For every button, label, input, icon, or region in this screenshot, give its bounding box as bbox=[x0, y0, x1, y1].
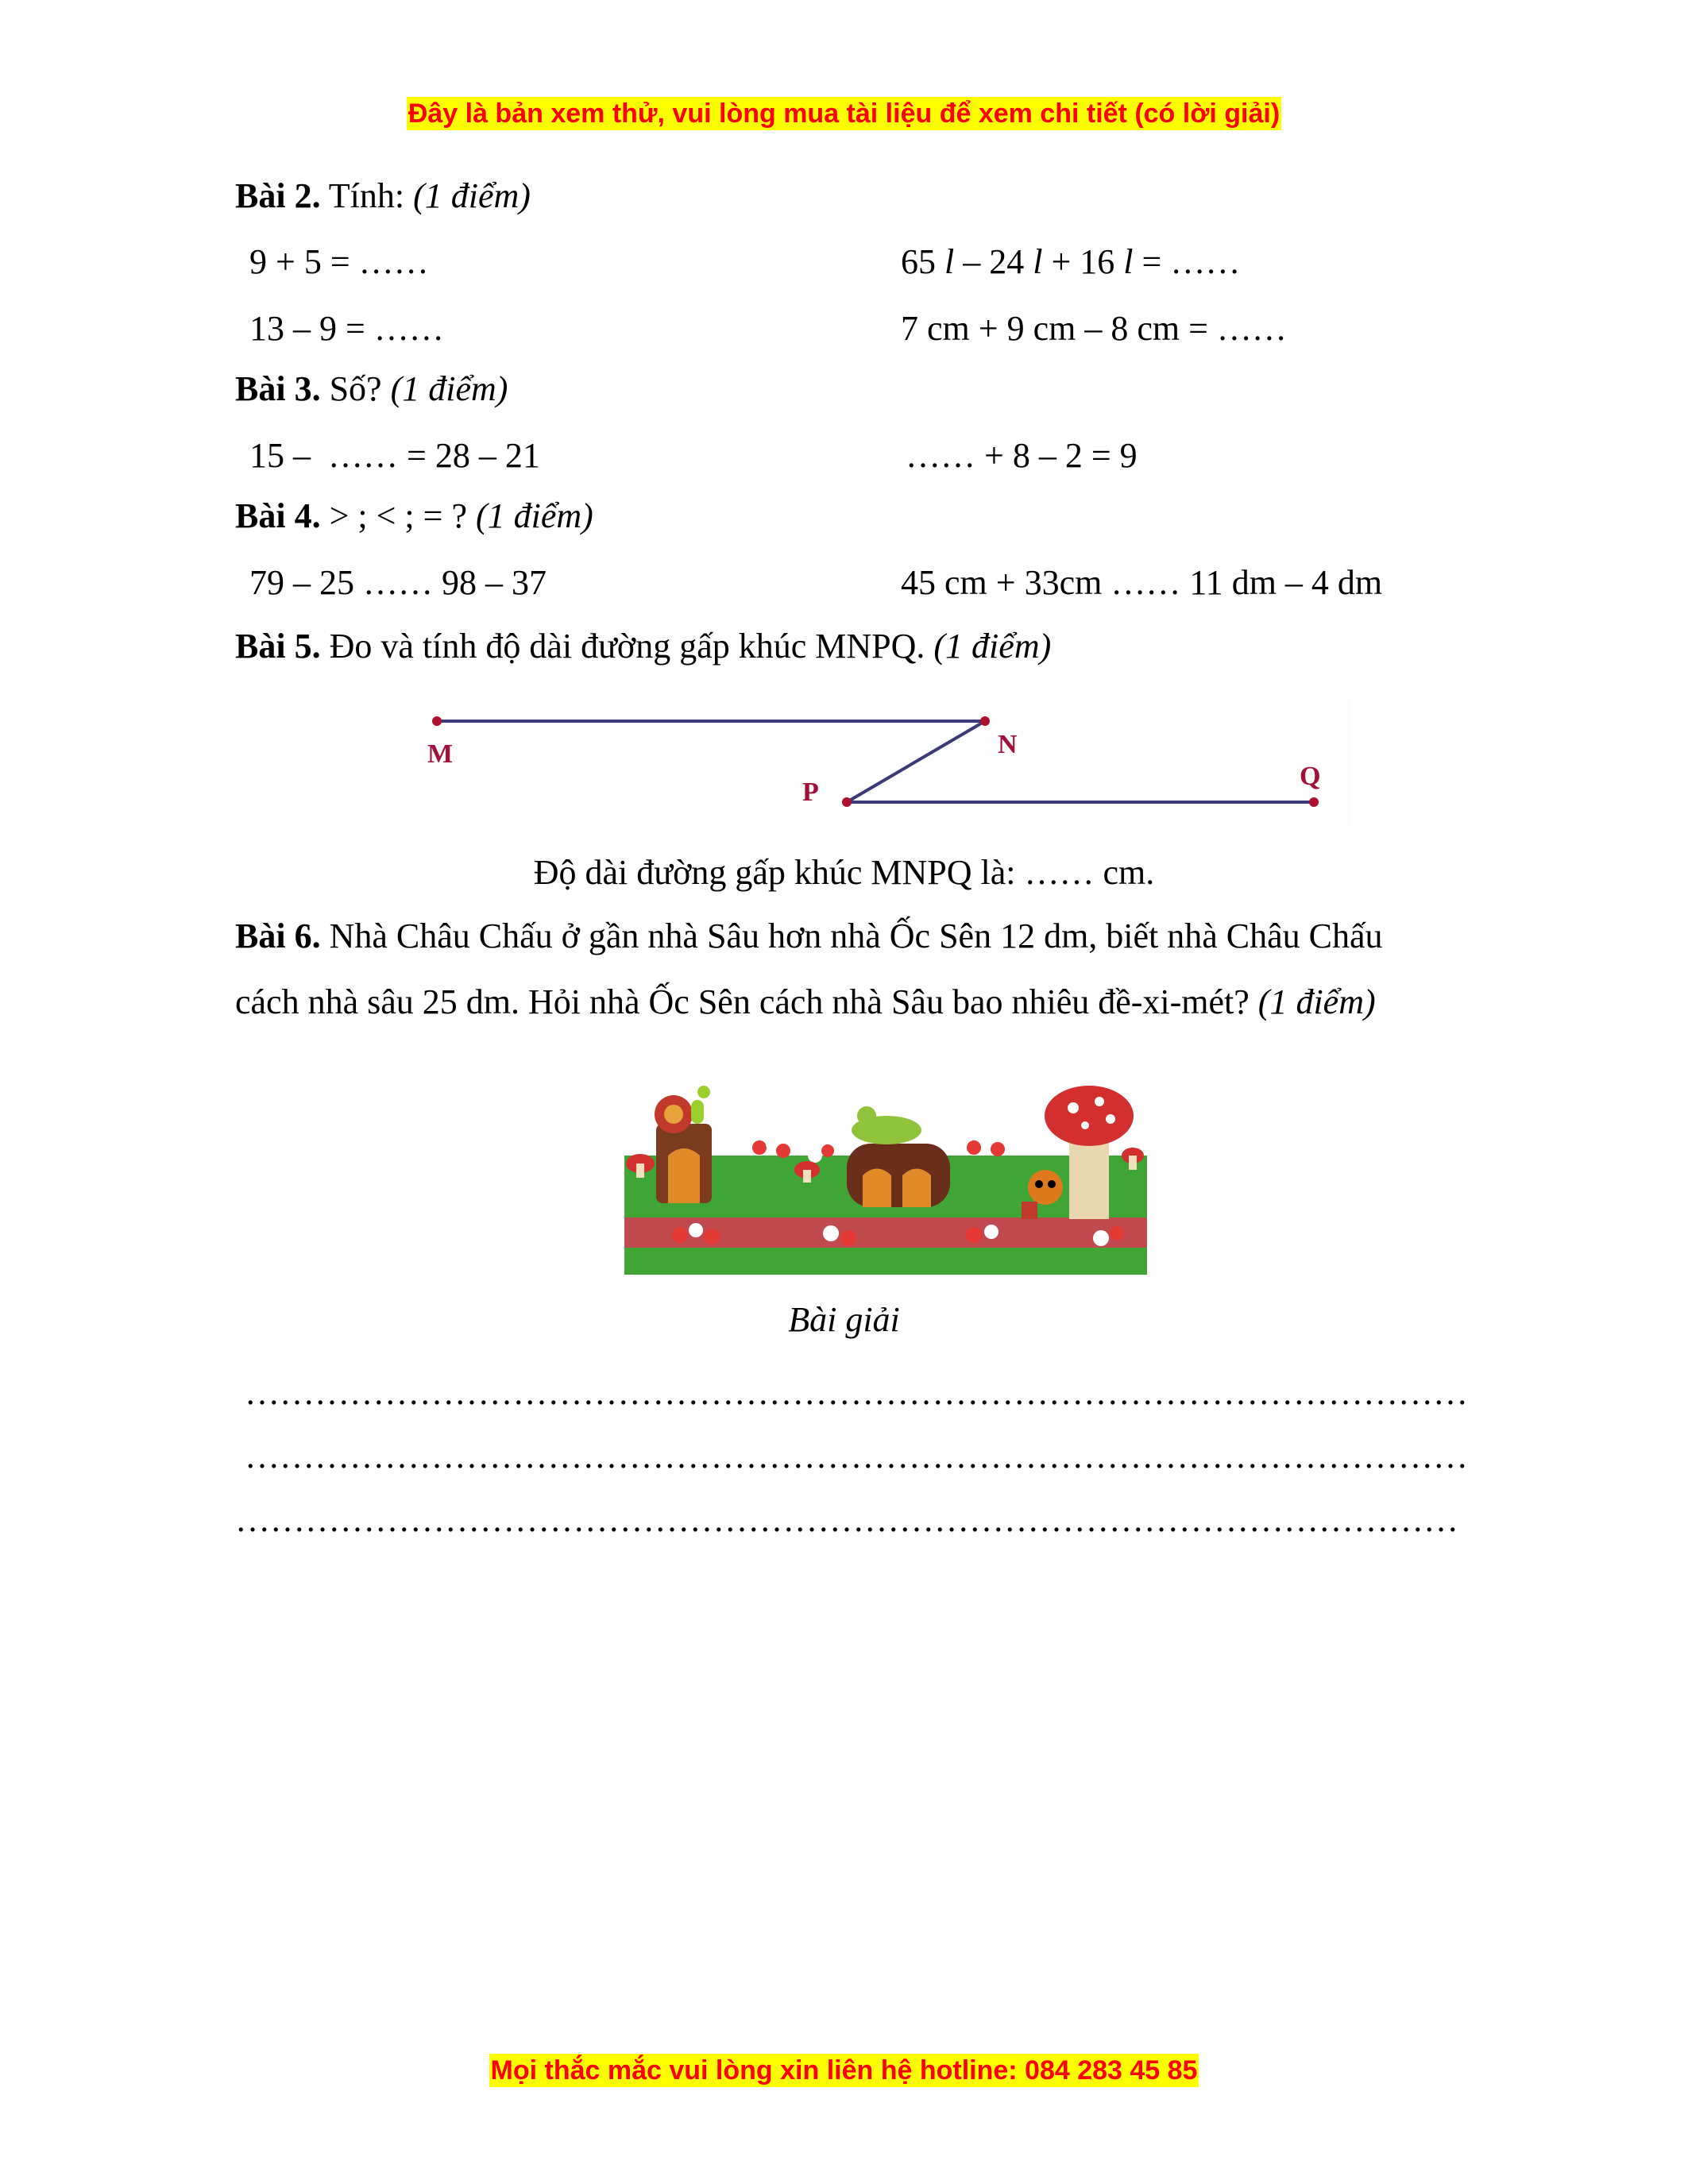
bai2-heading: Bài 2. Tính: (1 điểm) bbox=[235, 176, 531, 215]
answer-line-1: …………………………………………………………………………………………… bbox=[245, 1373, 1468, 1412]
bai6-line-2: cách nhà sâu 25 dm. Hỏi nhà Ốc Sên cách nhà Sâu bao nhiêu đề-xi-mét? (1 điểm) bbox=[235, 982, 1376, 1021]
bai4-expression-1: 79 – 25 …… 98 – 37 bbox=[249, 563, 547, 602]
path-band bbox=[624, 1217, 1147, 1249]
segment-np bbox=[847, 721, 985, 802]
bai5-heading: Bài 5. Đo và tính độ dài đường gấp khúc MNPQ. (1 điểm) bbox=[235, 627, 1052, 666]
bai3-expression-2: …… + 8 – 2 = 9 bbox=[906, 436, 1138, 475]
bai5-answer: Độ dài đường gấp khúc MNPQ là: …… cm. bbox=[533, 853, 1155, 892]
bai3-heading: Bài 3. Số? (1 điểm) bbox=[235, 369, 508, 408]
label-p: P bbox=[802, 778, 819, 807]
hotline-banner: Mọi thắc mắc vui lòng xin liên hệ hotline: 084 283 45 85 bbox=[490, 2055, 1198, 2086]
mnpq-polyline-diagram bbox=[419, 699, 1349, 826]
point-n bbox=[980, 716, 990, 726]
solution-title: Bài giải bbox=[788, 1300, 900, 1339]
point-q bbox=[1309, 797, 1319, 807]
bai2-expression-4: 7 cm + 9 cm – 8 cm = …… bbox=[901, 309, 1287, 348]
bai4-expression-2: 45 cm + 33cm …… 11 dm – 4 dm bbox=[901, 563, 1383, 602]
bai2-expression-2: 65 l – 24 l + 16 l = …… bbox=[901, 242, 1241, 281]
bai6-line-1: Bài 6. Nhà Châu Chấu ở gần nhà Sâu hơn nhà Ốc Sên 12 dm, biết nhà Châu Chấu bbox=[235, 916, 1383, 955]
point-p bbox=[842, 797, 852, 807]
label-q: Q bbox=[1300, 762, 1321, 791]
bai2-expression-1: 9 + 5 = …… bbox=[249, 242, 429, 281]
answer-line-3: …………………………………………………………………………………………… bbox=[235, 1500, 1458, 1539]
label-m: M bbox=[427, 739, 454, 769]
bai4-heading: Bài 4. > ; < ; = ? (1 điểm) bbox=[235, 496, 593, 535]
point-m bbox=[432, 716, 442, 726]
garden-illustration bbox=[624, 1068, 1147, 1275]
preview-notice-banner: Đây là bản xem thử, vui lòng mua tài liệu để xem chi tiết (có lời giải) bbox=[408, 98, 1280, 129]
grass-bottom bbox=[624, 1248, 1147, 1275]
bai3-expression-1: 15 – …… = 28 – 21 bbox=[249, 436, 540, 475]
label-n: N bbox=[998, 730, 1018, 759]
answer-line-2: …………………………………………………………………………………………… bbox=[245, 1437, 1468, 1476]
bai2-expression-3: 13 – 9 = …… bbox=[249, 309, 444, 348]
